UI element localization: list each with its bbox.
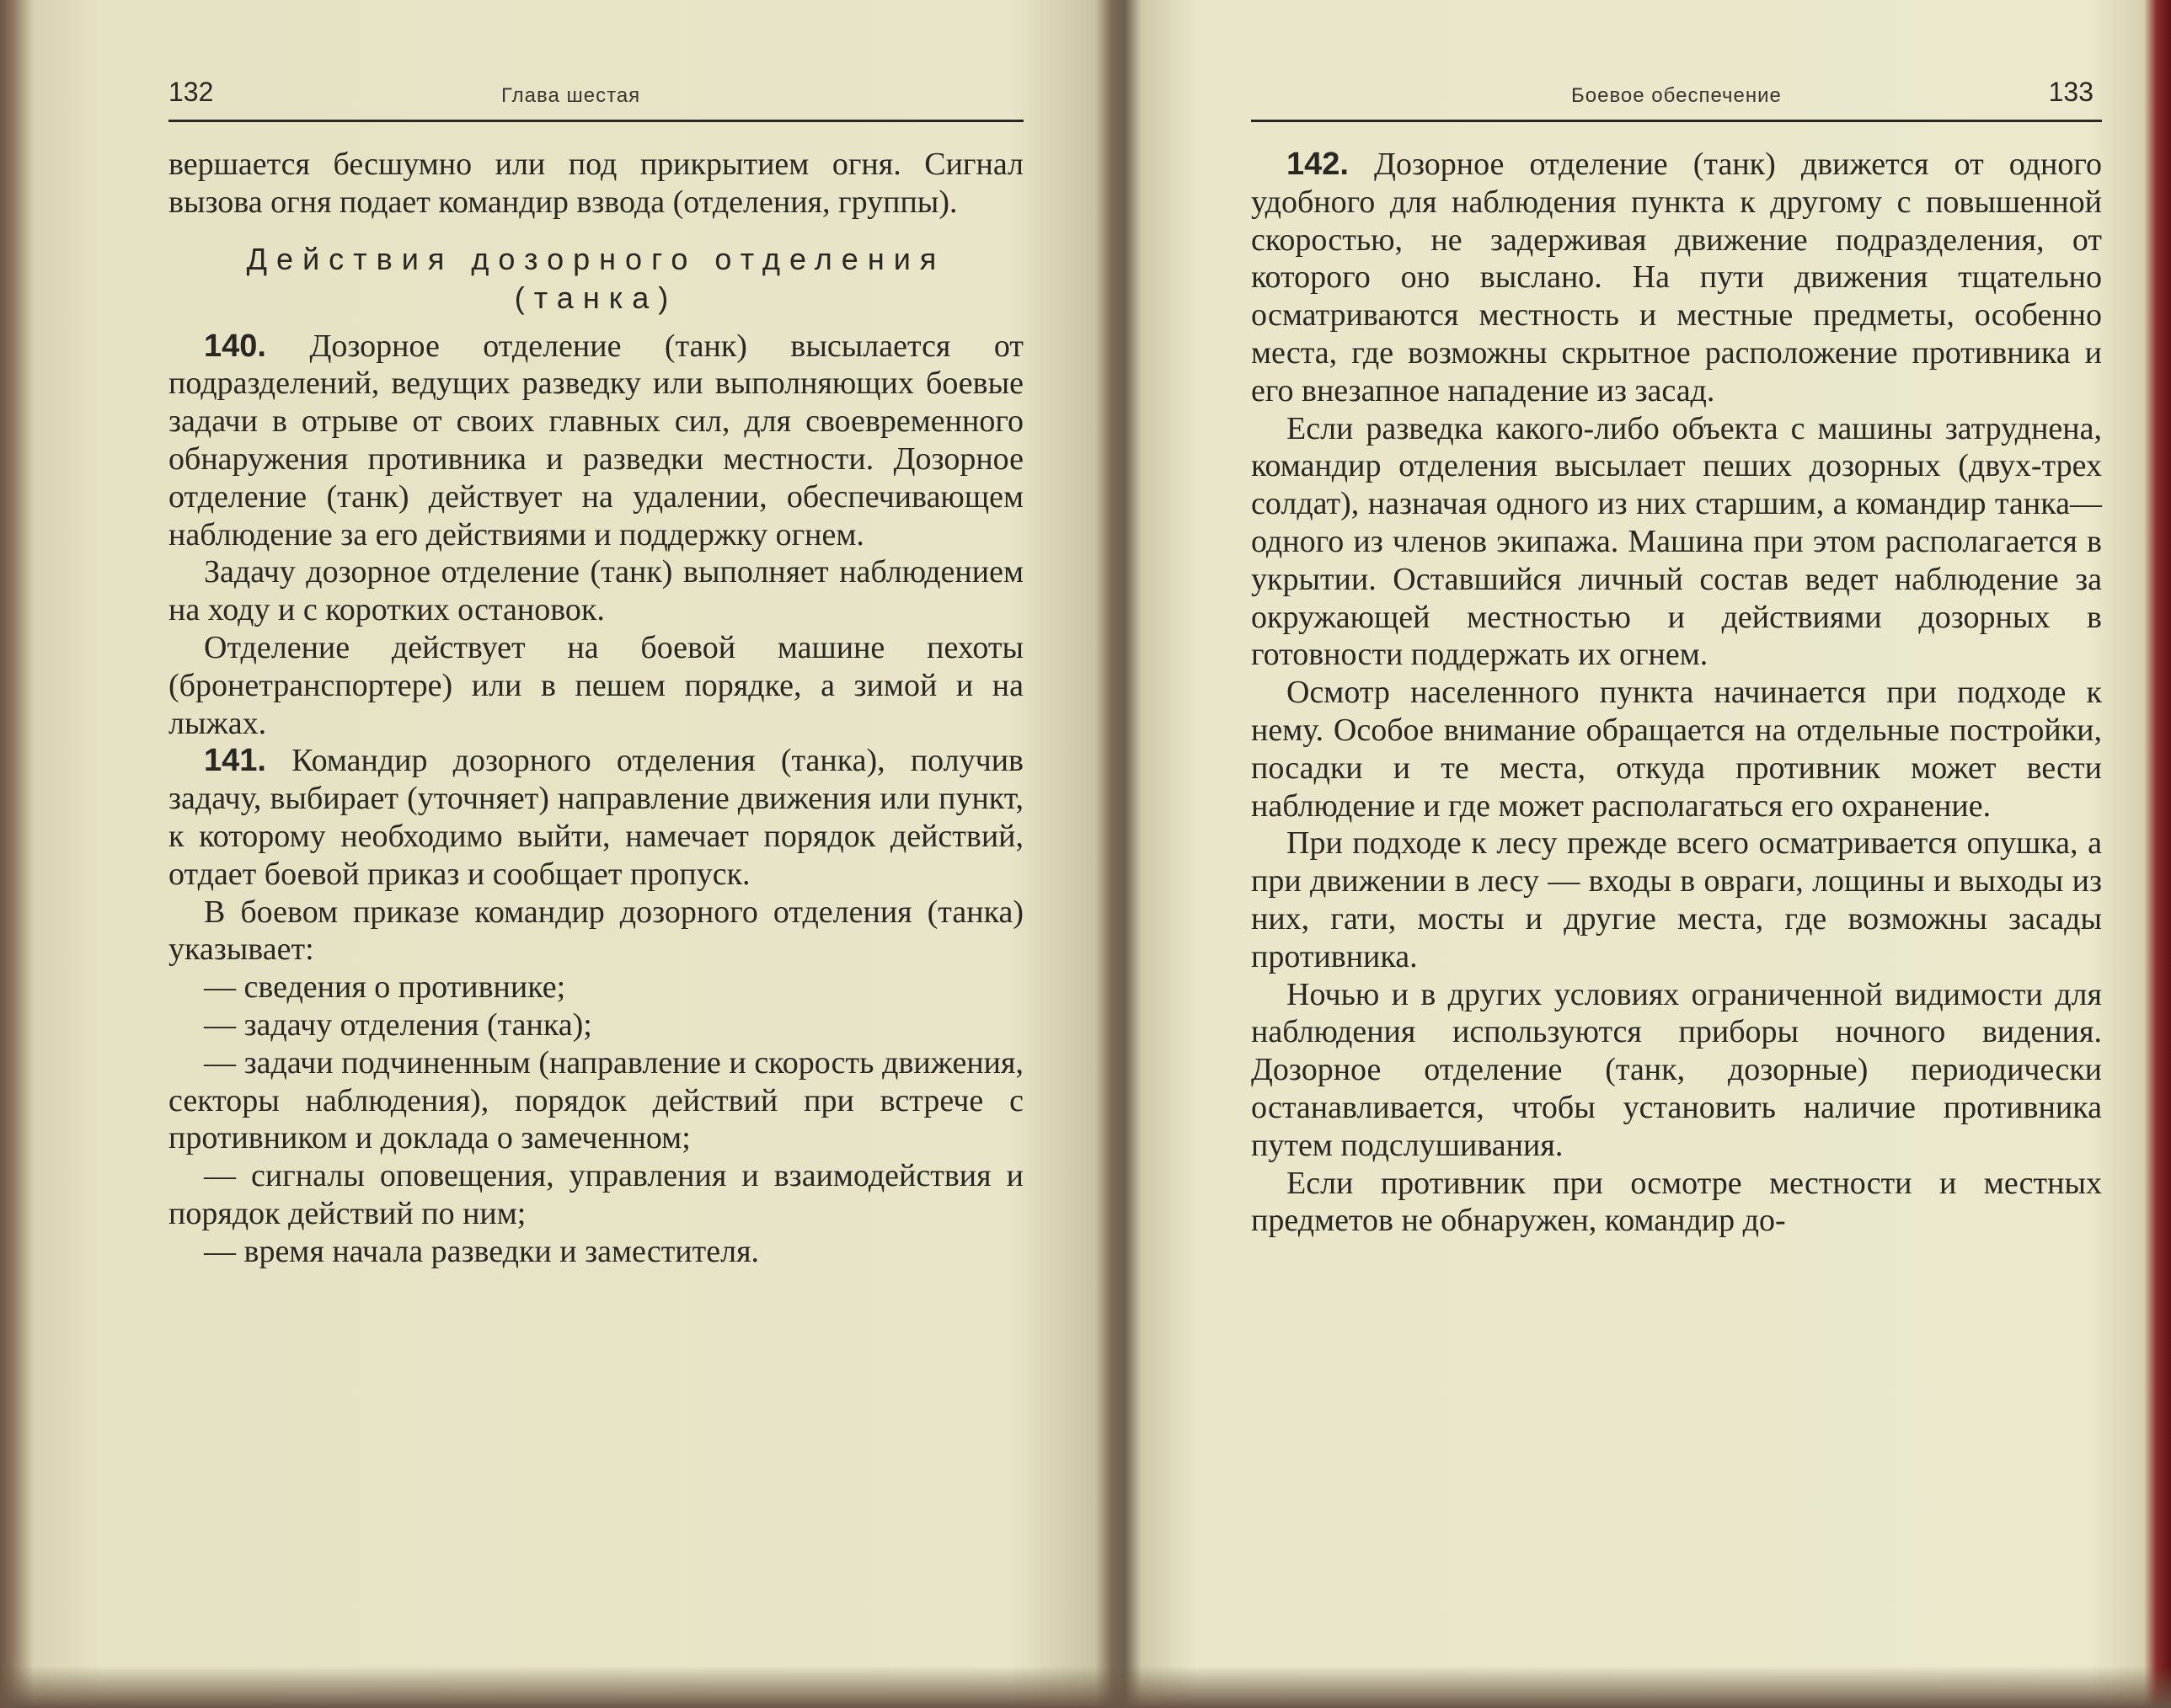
right-body-text [1251, 146, 2102, 1240]
paragraph-text: Командир дозорного отделения (танка), получив задачу, выбирает (уточняет) направление движения или пункт, к которому необходимо выйти, намечает порядок действий, отдает боевой приказ и сообщает пропуск. [168, 743, 1024, 892]
page-number: 132 [168, 77, 214, 107]
list-item: — задачи подчиненным (направление и скорость движения, секторы наблюдения), порядок действий при встрече с противником и доклада о замеченном; [168, 1044, 1024, 1156]
list-item: — сигналы оповещения, управления и взаимодействия и порядок действий по ним; [168, 1158, 1024, 1231]
left-running-header [168, 51, 1024, 122]
paragraph-140 [168, 328, 1024, 554]
left-body-text [168, 146, 1024, 1271]
paragraph: В боевом приказе командир дозорного отделения (танка) указывает: [168, 894, 1024, 968]
page-number: 133 [2048, 77, 2093, 107]
list-item: — сведения о противнике; [204, 969, 566, 1006]
paragraph: Если разведка какого-либо объекта с машины затруднена, командир отделения высылает пеших дозорных (двух-трех солдат), назначая одного из них старшим, а командир танка—одного из членов экипажа. Машина при этом располагается в укрытии. Оставшийся личный состав ведет наблюдение за окружающей местностью и действиями дозорных в готовности поддержать их огнем. [1251, 410, 2102, 673]
paragraph: Ночью и в других условиях ограниченной видимости для наблюдения используются приборы ночного видения. Дозорное отделение (танк, дозорные) периодически останавливается, чтобы установить наличие противника путем подслушивания. [1251, 976, 2102, 1163]
left-page [168, 51, 1024, 1271]
section-heading: Действия дозорного отделения (танка) [246, 241, 946, 315]
list-item: — время начала разведки и заместителя. [204, 1233, 760, 1269]
paragraph-number: 142. [1286, 147, 1349, 182]
running-head-title: Глава шестая [501, 84, 641, 107]
paragraph-text: Дозорное отделение (танк) движется от одного удобного для наблюдения пункта к другому с повышенной скоростью, не задерживая движение подразделения, от которого оно выслано. На пути движения тщательно осматриваются местность и местные предметы, особенно места, где возможны скрытное расположение противника и его внезапное нападение из засад. [1251, 147, 2102, 408]
continuation-paragraph: вершается бесшумно или под прикрытием огня. Сигнал вызова огня подает командир взвода (отделения, группы). [168, 147, 1024, 220]
paragraph-text: Дозорное отделение (танк) высылается от подразделений, ведущих разведку или выполняющих боевые задачи в отрыве от своих главных сил, для своевременного обнаружения противника и разведки местности. Дозорное отделение (танк) действует на удалении, обеспечивающем наблюдение за его действиями и поддержку огнем. [168, 328, 1024, 552]
right-page [1251, 51, 2102, 1240]
paragraph-number: 140. [204, 328, 266, 364]
right-running-header [1251, 51, 2102, 122]
paragraph: Если противник при осмотре местности и местных предметов не обнаружен, командир до- [1251, 1165, 2102, 1239]
paragraph: Задачу дозорное отделение (танк) выполняет наблюдением на ходу и с коротких остановок. [168, 554, 1024, 628]
list-item: — задачу отделения (танка); [204, 1006, 592, 1043]
page-bottom-edge [0, 1666, 2171, 1708]
paragraph-number: 141. [204, 743, 266, 779]
paragraph: При подходе к лесу прежде всего осматривается опушка, а при движении в лесу — входы в овраги, лощины и выходы из них, гати, мосты и другие места, где возможны засады противника. [1251, 825, 2102, 974]
paragraph: Отделение действует на боевой машине пехоты (бронетранспортере) или в пешем порядке, а зимой и на лыжах. [168, 629, 1024, 741]
running-head-title: Боевое обеспечение [1571, 84, 1782, 107]
paragraph-141 [168, 742, 1024, 893]
paragraph-142 [1251, 146, 2102, 410]
paragraph: Осмотр населенного пункта начинается при подходе к нему. Особое внимание обращается на отдельные постройки, посадки и те места, откуда противник может вести наблюдение и где может располагаться его охранение. [1251, 675, 2102, 824]
